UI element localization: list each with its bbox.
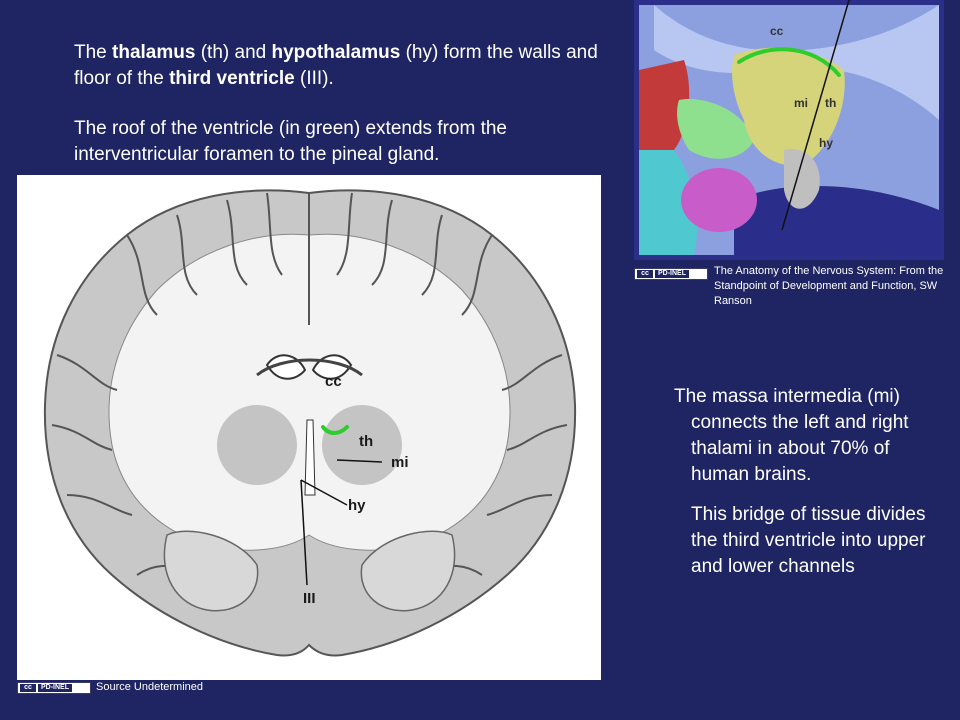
label-hy: hy	[348, 497, 366, 514]
label-th: th	[359, 433, 374, 450]
label-mi: mi	[391, 454, 409, 471]
license-badge	[17, 682, 91, 694]
sagittal-brain-illustration	[634, 0, 944, 260]
coronal-brain-section-image	[17, 175, 601, 680]
cc-icon: cc	[20, 684, 36, 692]
inset-license-badge	[634, 268, 708, 280]
main-figure-credit: Source Undetermined	[96, 681, 204, 693]
pd-inel-label: PD-INEL	[38, 684, 72, 692]
inset-figure-credit: The Anatomy of the Nervous System: From the Standpoint of Development and Function, SW Ranson	[714, 265, 944, 307]
inset-label-th: th	[825, 96, 837, 110]
inset-pd-inel-label: PD-INEL	[655, 270, 689, 278]
inset-label-hy: hy	[819, 136, 834, 150]
intro-paragraph-1: The thalamus (th) and hypothalamus (hy) form the walls and floor of the third ventricle (III).	[74, 42, 598, 89]
massa-intermedia-text	[674, 384, 944, 580]
inset-label-cc: cc	[770, 24, 784, 38]
label-cc: cc	[325, 373, 342, 390]
massa-intermedia-paragraph-1: The massa intermedia (mi) connects the left and right thalami in about 70% of human brains.	[674, 386, 909, 485]
inset-cc-icon: cc	[637, 270, 653, 278]
label-iii: III	[303, 590, 316, 607]
massa-intermedia-paragraph-2: This bridge of tissue divides the third ventricle into upper and lower channels	[691, 504, 926, 577]
sagittal-brain-inset-image	[634, 0, 944, 260]
inset-label-mi: mi	[794, 96, 809, 110]
intro-text	[74, 40, 634, 192]
intro-paragraph-2: The roof of the ventricle (in green) extends from the interventricular foramen to the pineal gland.	[74, 118, 507, 165]
